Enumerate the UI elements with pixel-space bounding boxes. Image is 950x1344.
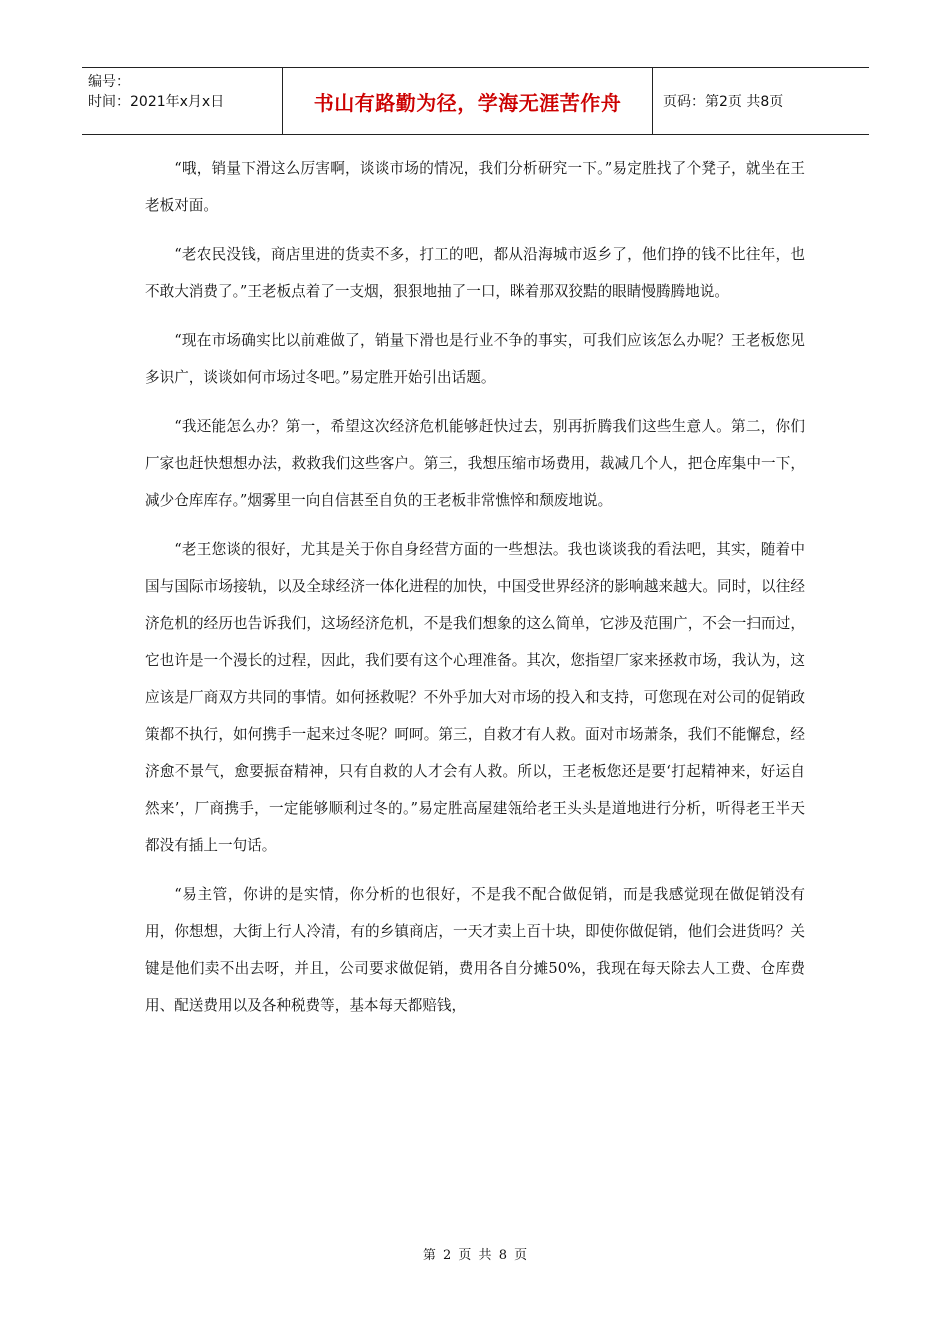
paragraph-4: “我还能怎么办？第一，希望这次经济危机能够赶快过去，别再折腾我们这些生意人。第二，你们厂家也赶快想想办法，救救我们这些客户。第三，我想压缩市场费用，裁减几个人，把仓库集中一下，减少仓库库存。”烟雾里一向自信甚至自负的王老板非常憔悴和颓废地说。 <box>145 418 805 509</box>
header-page-info: 页码：第2页 共8页 <box>663 94 784 110</box>
header-motto: 书山有路勤为径，学海无涯苦作舟 <box>283 68 653 134</box>
document-date: 时间：2021年x月x日 <box>88 94 225 110</box>
paragraph-3: “现在市场确实比以前难做了，销量下滑也是行业不争的事实，可我们应该怎么办呢？王老板您见多识广，谈谈如何市场过冬吧。”易定胜开始引出话题。 <box>145 332 805 386</box>
paragraph-1: “哦，销量下滑这么厉害啊，谈谈市场的情况，我们分析研究一下。”易定胜找了个凳子，就坐在王老板对面。 <box>145 160 805 214</box>
paragraph-2: “老农民没钱，商店里进的货卖不多，打工的吧，都从沿海城市返乡了，他们挣的钱不比往年，也不敢大消费了。”王老板点着了一支烟，狠狠地抽了一口，眯着那双狡黠的眼睛慢腾腾地说。 <box>145 246 805 300</box>
document-header <box>82 67 869 135</box>
paragraph-5: “老王您谈的很好，尤其是关于你自身经营方面的一些想法。我也谈谈我的看法吧，其实，随着中国与国际市场接轨，以及全球经济一体化进程的加快，中国受世界经济的影响越来越大。同时，以往经济危机的经历也告诉我们，这场经济危机，不是我们想象的这么简单，它涉及范围广，不会一扫而过，它也许是一个漫长的过程，因此，我们要有这个心理准备。其次，您指望厂家来拯救市场，我认为，这应该是厂商双方共同的事情。如何拯救呢？不外乎加大对市场的投入和支持，可您现在对公司的促销政策都不执行，如何携手一起来过冬呢？呵呵。第三，自救才有人救。面对市场萧条，我们不能懈怠，经济愈不景气，愈要振奋精神，只有自救的人才会有人救。所以，王老板您还是要‘打起精神来，好运自然来’，厂商携手，一定能够顺利过冬的。”易定胜高屋建瓴给老王头头是道地进行分析，听得老王半天都没有插上一句话。 <box>145 541 805 854</box>
header-meta <box>82 68 283 134</box>
document-number-label: 编号： <box>88 74 130 90</box>
paragraph-6: “易主管，你讲的是实情，你分析的也很好，不是我不配合做促销，而是我感觉现在做促销没有用，你想想，大街上行人冷清，有的乡镇商店，一天才卖上百十块，即使你做促销，他们会进货吗？关键是他们卖不出去呀，并且，公司要求做促销，费用各自分摊50%，我现在每天除去人工费、仓库费用、配送费用以及各种税费等，基本每天都赔钱， <box>145 886 805 1014</box>
page-footer: 第 2 页 共 8 页 <box>422 1248 528 1263</box>
document-body <box>145 150 805 1036</box>
